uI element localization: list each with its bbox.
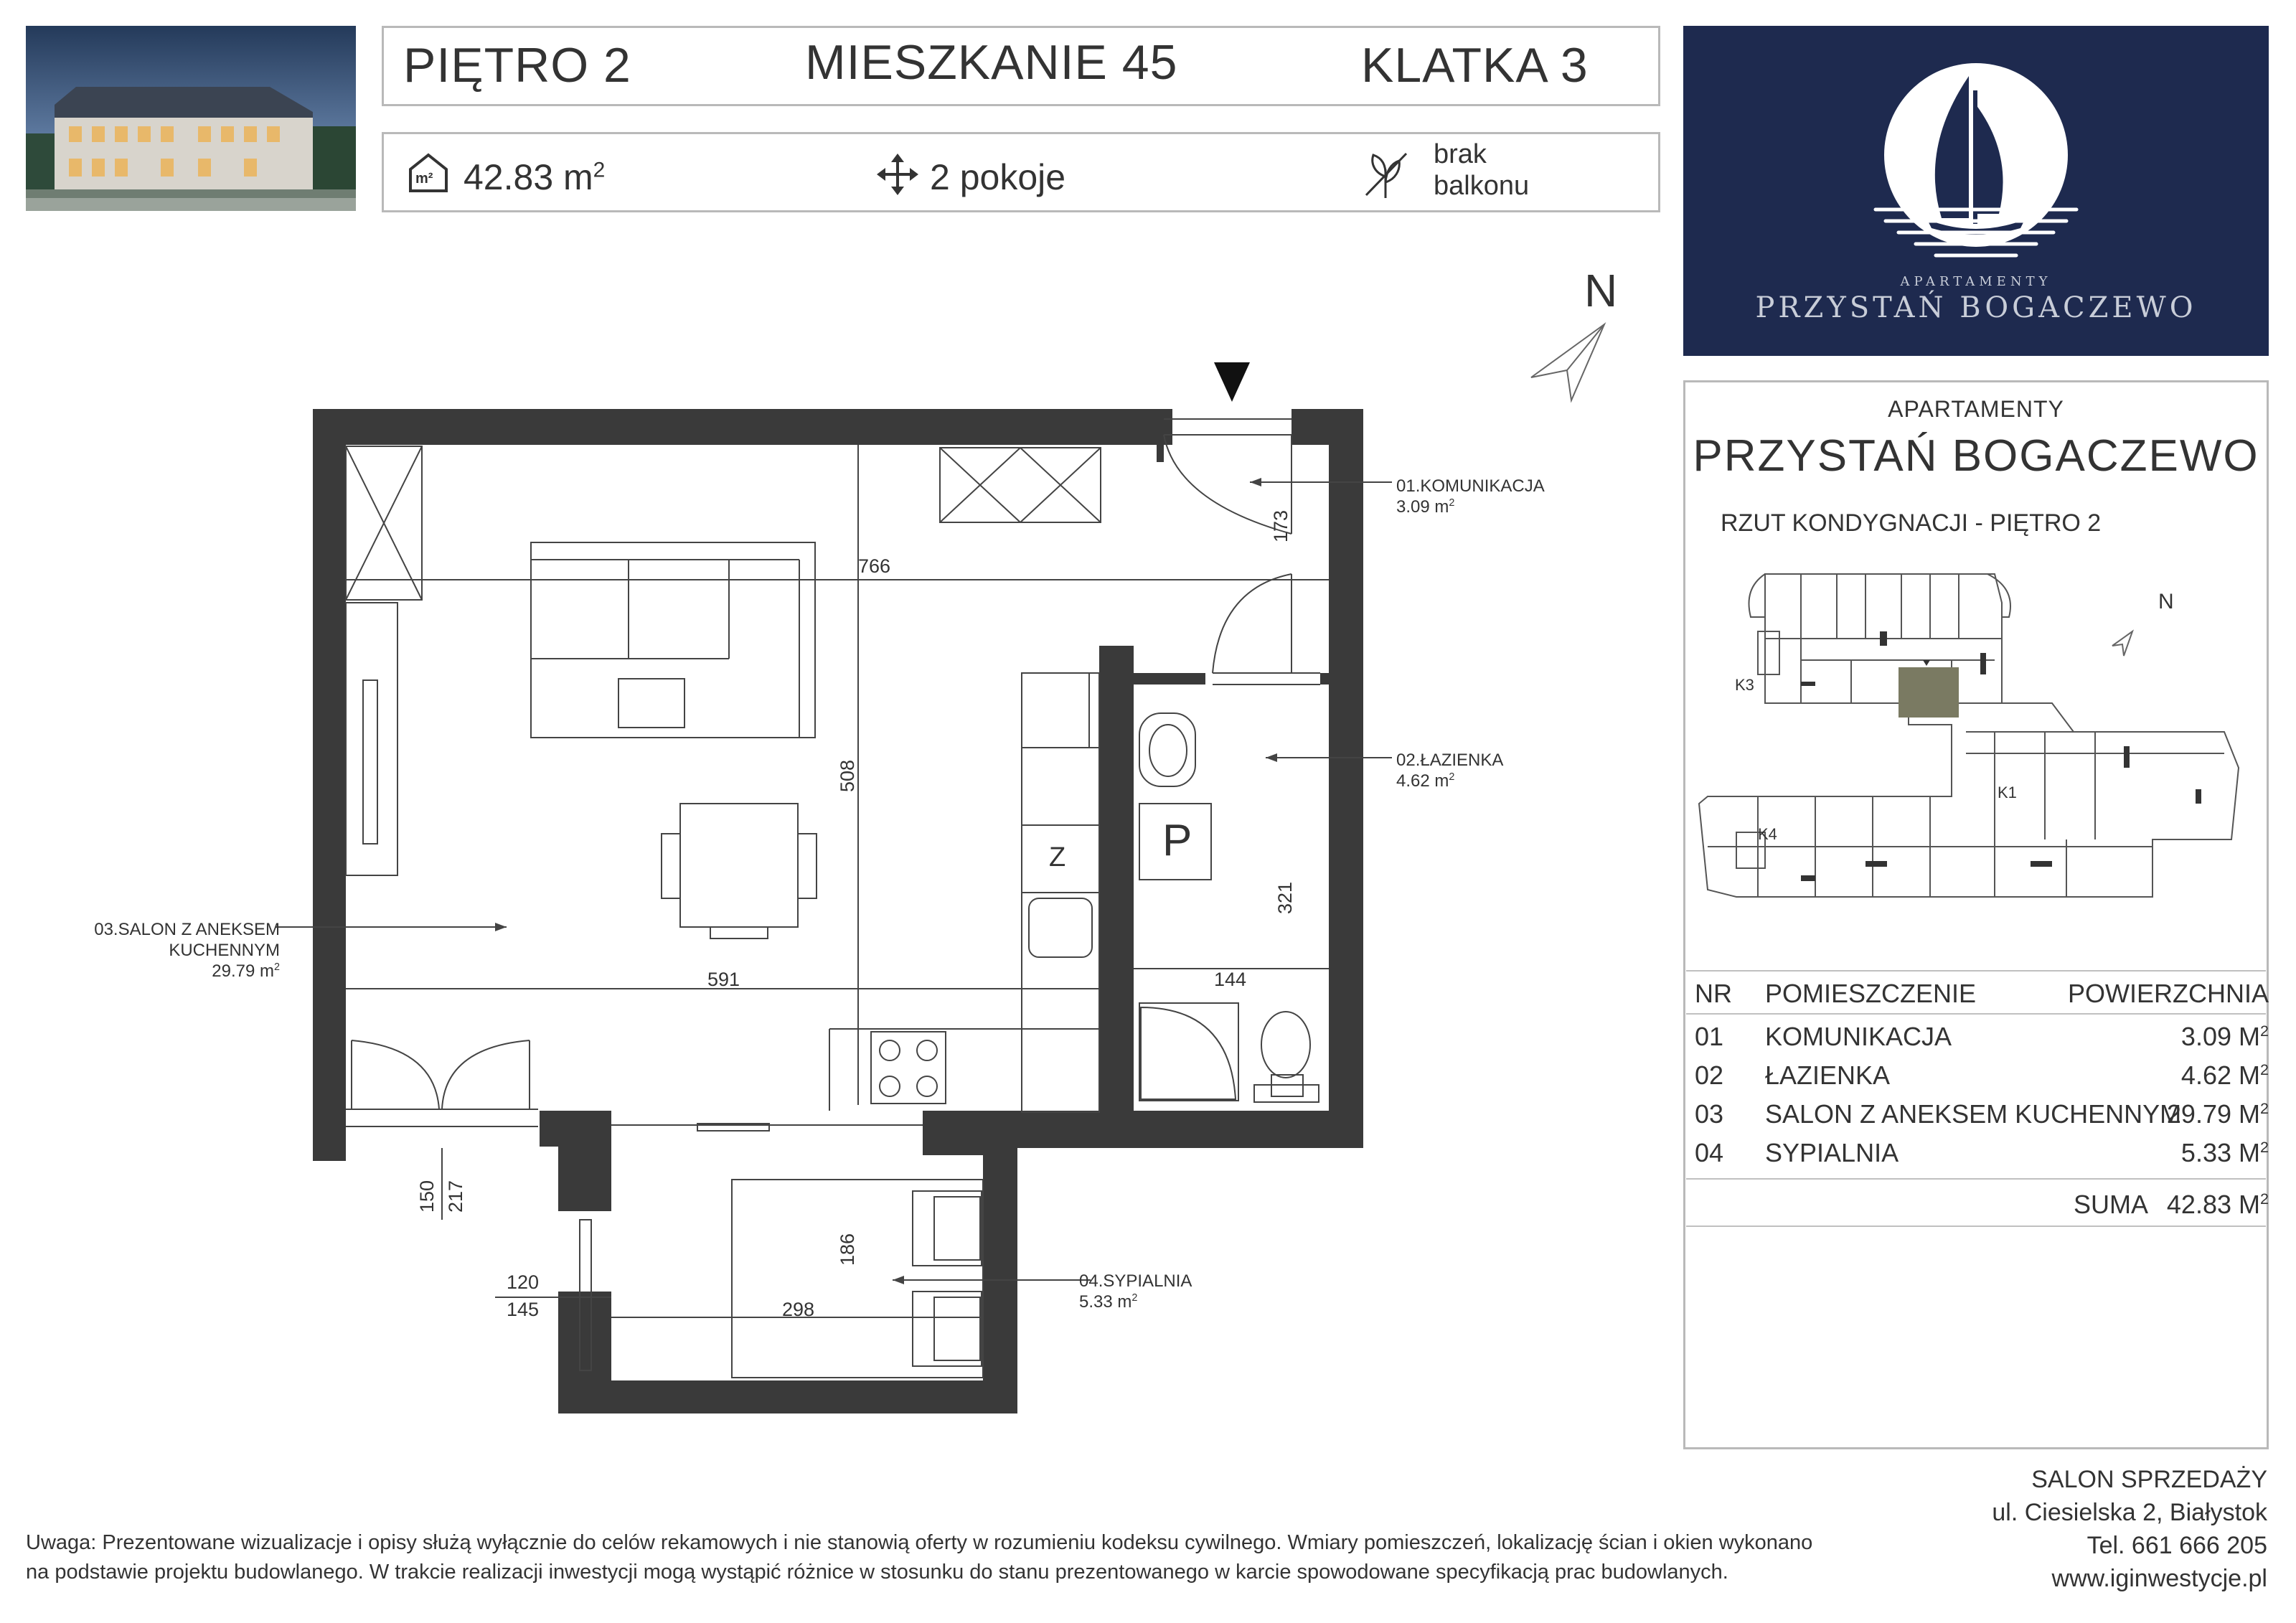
sales-title: SALON SPRZEDAŻY	[2031, 1466, 2267, 1493]
room-lazienka	[1396, 751, 1503, 792]
row-area	[2167, 1099, 2269, 1129]
room-salon-area	[93, 961, 280, 982]
dim-298: 298	[782, 1299, 815, 1320]
room-sypialnia-name: 04.SYPIALNIA	[1079, 1271, 1192, 1291]
table-bottom-line	[1686, 1178, 2266, 1180]
row-room: SYPIALNIA	[1765, 1138, 1899, 1167]
floor-minimap	[1693, 560, 2260, 933]
row-area-sup: 2	[2259, 1060, 2269, 1078]
disclaimer-line2: na podstawie projektu budowlanego. W trakcie realizacji inwestycji mogą wystąpić różnice w stosunku do stanu prezentowanego w karcie spowodowane specyfikacją prac budowlanych.	[26, 1560, 1728, 1584]
sales-phone: Tel. 661 666 205	[2086, 1531, 2267, 1559]
table-top-line	[1686, 970, 2266, 972]
stair-label: KLATKA 3	[1361, 38, 1589, 93]
area-value-text: 42.83 m	[464, 157, 593, 197]
row-nr: 03	[1695, 1099, 1724, 1129]
row-nr: 01	[1695, 1022, 1724, 1051]
rooms-label: 2 pokoje	[930, 157, 1066, 197]
minimap-highlight	[1899, 667, 1959, 718]
row-room: SALON Z ANEKSEM KUCHENNYM	[1765, 1099, 2182, 1129]
room-lazienka-sup: 2	[1449, 771, 1455, 783]
panel-rzut: RZUT KONDYGNACJI - PIĘTRO 2	[1721, 509, 2102, 537]
room-sypialnia-area	[1079, 1292, 1192, 1313]
sales-address: ul. Ciesielska 2, Białystok	[1992, 1498, 2267, 1526]
room-komunikacja-area-value: 3.09 m	[1396, 497, 1449, 517]
header-area: POWIERZCHNIA	[2067, 979, 2269, 1008]
row-area	[2181, 1138, 2269, 1168]
room-salon-line2: KUCHENNYM	[169, 940, 280, 960]
dim-508: 508	[837, 759, 858, 792]
sales-web: www.iginwestycje.pl	[2051, 1564, 2267, 1592]
dim-150: 150	[416, 1180, 438, 1213]
row-room: KOMUNIKACJA	[1765, 1022, 1952, 1051]
floor-label: PIĘTRO 2	[403, 38, 631, 93]
minimap-k3: K3	[1735, 676, 1754, 694]
room-lazienka-area	[1396, 771, 1503, 792]
no-balcony-line1: brak	[1434, 139, 1487, 169]
room-komunikacja-sup: 2	[1449, 497, 1455, 509]
area-sup: 2	[593, 158, 606, 182]
row-nr: 04	[1695, 1138, 1724, 1167]
room-salon	[93, 920, 280, 982]
table-header-line	[1686, 1013, 2266, 1015]
boiler-label: P	[1162, 816, 1192, 865]
compass-letter: N	[1584, 265, 1618, 316]
row-nr: 02	[1695, 1060, 1724, 1090]
room-salon-sup: 2	[273, 961, 280, 973]
room-komunikacja-area	[1396, 497, 1545, 518]
panel-title: PRZYSTAŃ BOGACZEWO	[1693, 431, 2259, 481]
dim-120: 120	[507, 1271, 540, 1293]
sum-value: 42.83 M	[2166, 1190, 2260, 1219]
row-area-sup: 2	[2259, 1099, 2269, 1117]
room-salon-area-value: 29.79 m	[212, 961, 274, 981]
row-area-sup: 2	[2259, 1138, 2269, 1156]
header-nr: NR	[1695, 979, 1732, 1008]
room-sypialnia	[1079, 1271, 1192, 1313]
minimap-north: N	[2158, 590, 2174, 613]
room-sypialnia-sup: 2	[1131, 1292, 1138, 1304]
dim-173: 173	[1270, 509, 1292, 542]
panel-subtitle: APARTAMENTY	[1888, 396, 2064, 422]
dim-766: 766	[858, 555, 891, 577]
room-salon-line1: 03.SALON Z ANEKSEM	[94, 920, 280, 939]
minimap-k1: K1	[1998, 784, 2017, 801]
dim-186: 186	[837, 1233, 858, 1266]
area-icon-text: m²	[415, 171, 433, 187]
dim-145: 145	[507, 1299, 540, 1320]
row-area-value: 29.79 M	[2166, 1099, 2260, 1129]
dim-591: 591	[707, 969, 740, 990]
row-room: ŁAZIENKA	[1765, 1060, 1891, 1090]
table-sum-line	[1686, 1226, 2266, 1227]
sum-area	[2167, 1190, 2269, 1220]
room-komunikacja-name: 01.KOMUNIKACJA	[1396, 476, 1545, 496]
apartment-label: MIESZKANIE 45	[805, 35, 1178, 90]
row-area-value: 3.09 M	[2180, 1022, 2260, 1051]
row-area	[2181, 1022, 2269, 1052]
row-area-value: 5.33 M	[2180, 1138, 2260, 1167]
room-sypialnia-area-value: 5.33 m	[1079, 1292, 1132, 1312]
minimap-k4: K4	[1758, 825, 1777, 843]
logo-small-text: APARTAMENTY	[1900, 274, 2052, 289]
room-komunikacja	[1396, 476, 1545, 518]
sum-label: SUMA	[2074, 1190, 2149, 1219]
no-balcony-line2: balkonu	[1434, 170, 1530, 201]
brand-logo	[1683, 26, 2269, 356]
sum-sup: 2	[2259, 1190, 2269, 1208]
disclaimer-line1: Uwaga: Prezentowane wizualizacje i opisy służą wyłącznie do celów rekamowych i nie stanowią oferty w rozumieniu kodeksu cywilnego. Wmiary pomieszczeń, lokalizację ścian i okien wykonano	[26, 1531, 1813, 1554]
row-area-value: 4.62 M	[2180, 1060, 2260, 1090]
logo-name: PRZYSTAŃ BOGACZEWO	[1755, 291, 2197, 324]
dim-217: 217	[445, 1180, 466, 1213]
row-area	[2181, 1060, 2269, 1091]
disclaimer	[26, 1528, 1891, 1586]
dim-321: 321	[1274, 881, 1296, 914]
fridge-label: Z	[1049, 842, 1066, 872]
header-room: POMIESZCZENIE	[1765, 979, 1977, 1008]
room-lazienka-name: 02.ŁAZIENKA	[1396, 751, 1504, 770]
room-lazienka-area-value: 4.62 m	[1396, 771, 1449, 791]
row-area-sup: 2	[2259, 1022, 2269, 1040]
dim-144: 144	[1214, 969, 1247, 990]
